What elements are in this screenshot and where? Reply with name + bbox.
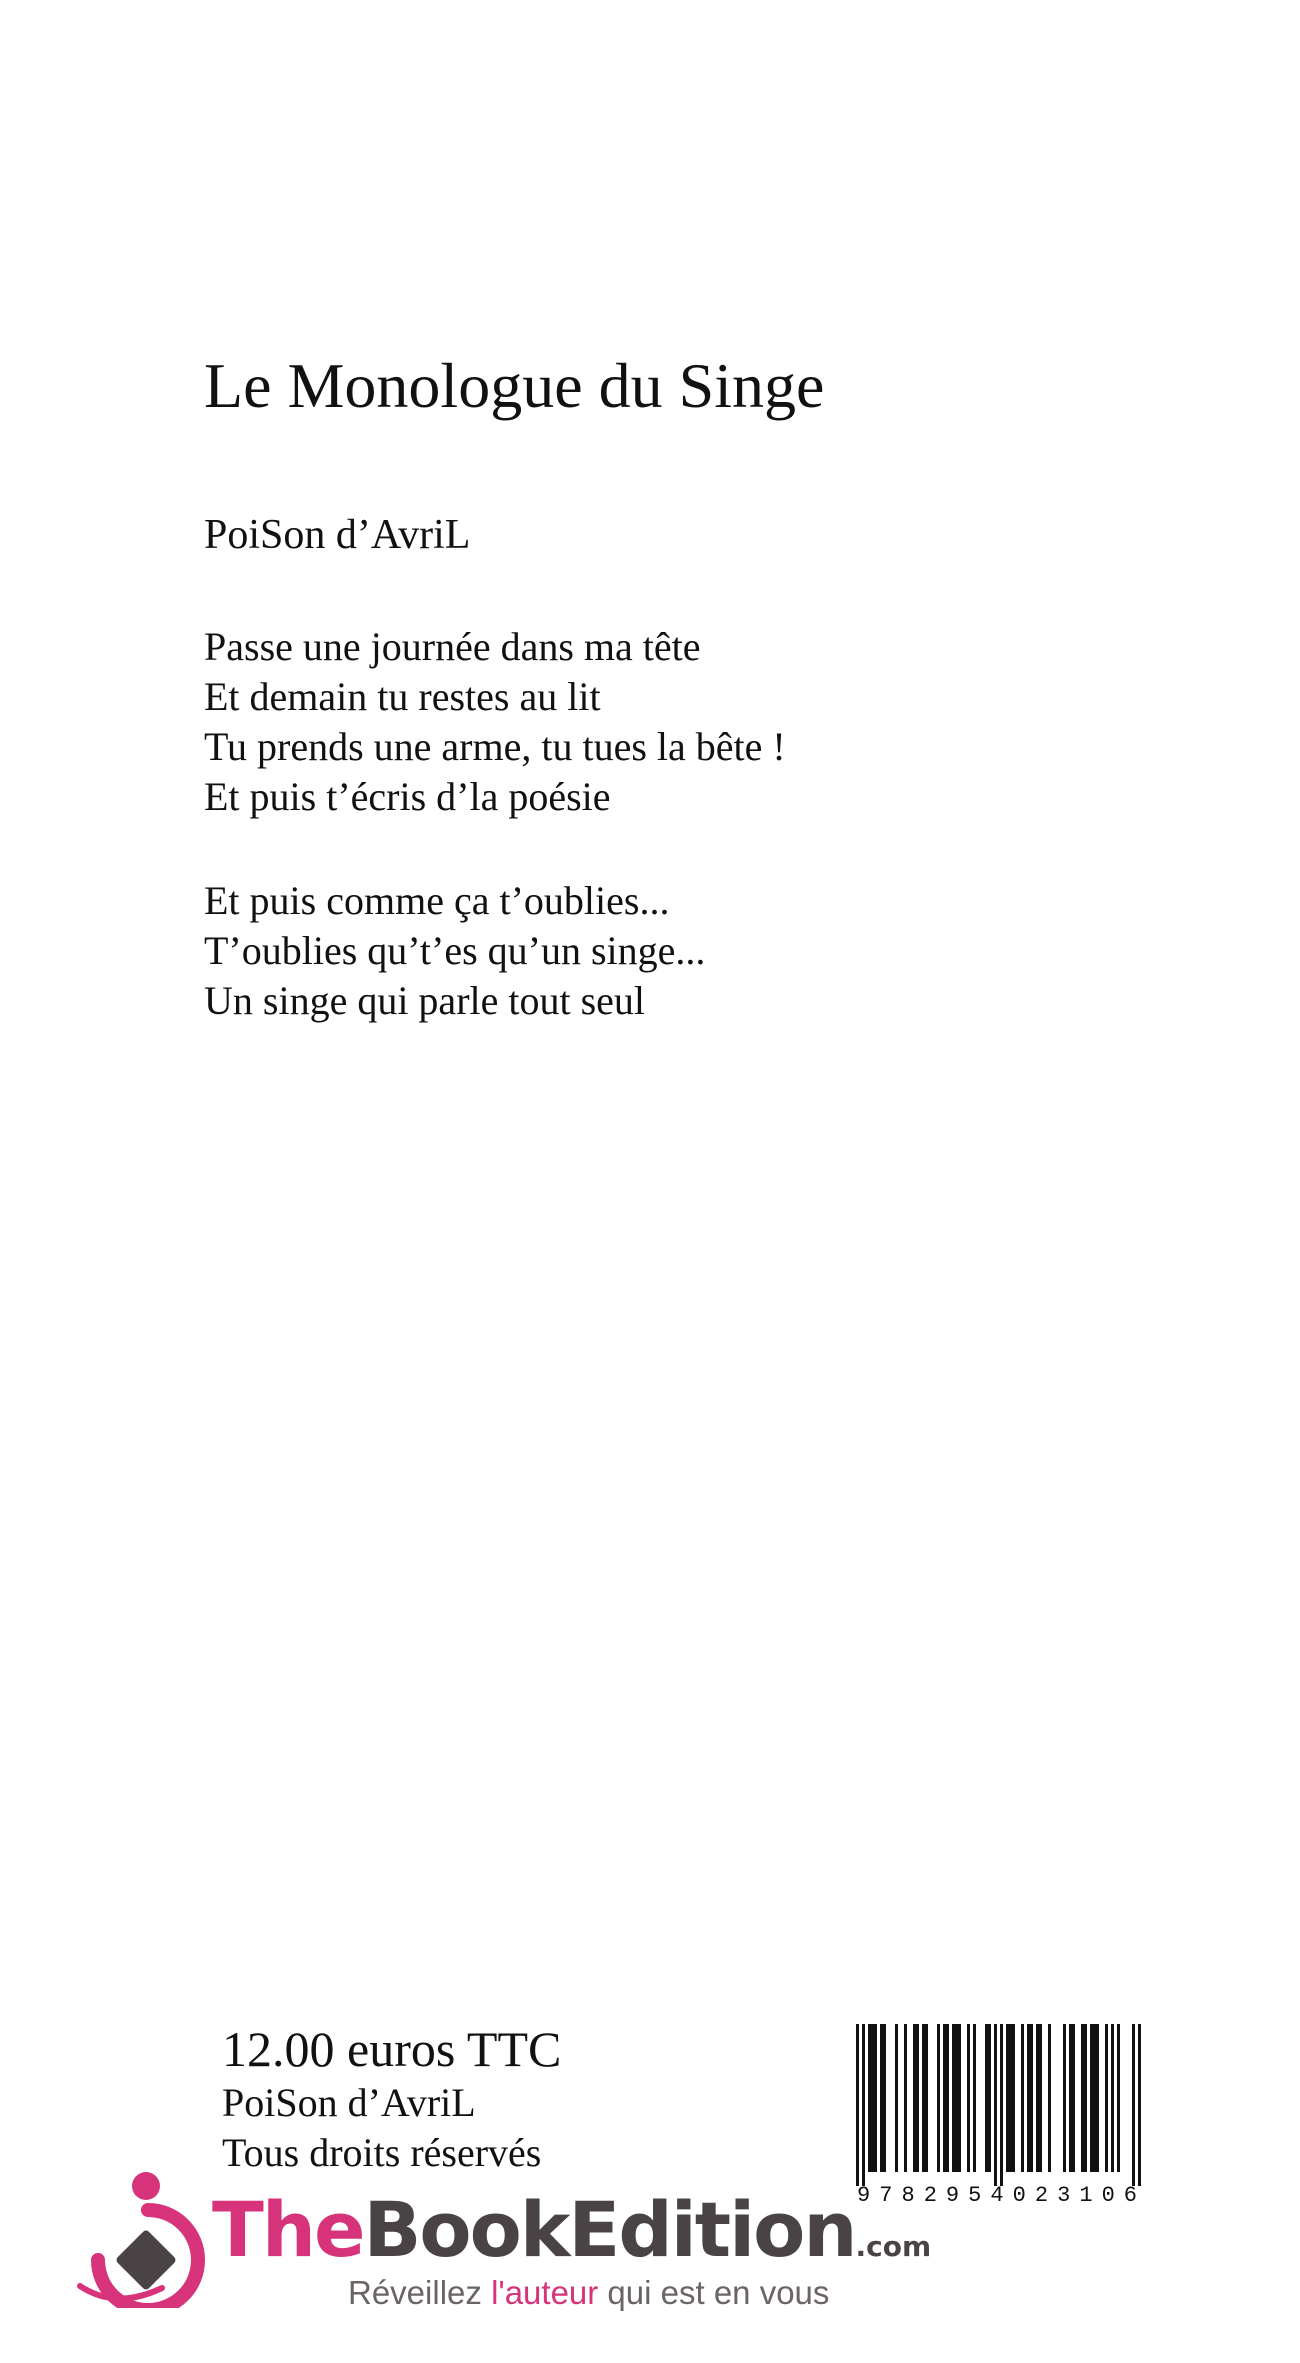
barcode-bar: [1027, 2024, 1030, 2172]
barcode-bar: [1084, 2024, 1087, 2172]
barcode-bar: [1009, 2024, 1012, 2172]
barcode-bar: [895, 2024, 898, 2172]
barcode-bar: [868, 2024, 871, 2172]
barcode-bar: [943, 2024, 946, 2172]
barcode-bar: [862, 2024, 865, 2186]
poem-line: Et puis t’écris d’la poésie: [204, 774, 611, 819]
barcode-bar: [1111, 2024, 1114, 2172]
barcode-bar: [922, 2024, 925, 2172]
barcode-bar: [955, 2024, 958, 2172]
barcode-bar: [856, 2024, 859, 2186]
book-author: PoiSon d’AvriL: [204, 512, 471, 558]
poem-line: Et demain tu restes au lit: [204, 674, 601, 719]
poem-line: Passe une journée dans ma tête: [204, 624, 701, 669]
wordmark-prefix: The: [212, 2185, 364, 2274]
barcode-bar: [1081, 2024, 1084, 2172]
barcode-bar: [871, 2024, 874, 2172]
barcode-bar: [985, 2024, 988, 2172]
barcode-bar: [1096, 2024, 1099, 2172]
barcode-bar: [952, 2024, 955, 2172]
barcode-bar: [1000, 2024, 1003, 2186]
barcode-bar: [1036, 2024, 1039, 2172]
poem-line: Tu prends une arme, tu tues la bête !: [204, 724, 786, 769]
isbn-barcode: [852, 2024, 1142, 2204]
barcode-bar: [1090, 2024, 1093, 2172]
barcode-bar: [988, 2024, 991, 2172]
publisher-logo: [76, 2168, 932, 2318]
barcode-bar: [1063, 2024, 1066, 2172]
barcode-bar: [973, 2024, 976, 2172]
poem-line: T’oublies qu’t’es qu’un singe...: [204, 928, 706, 973]
barcode-bar: [880, 2024, 883, 2172]
colophon-author: PoiSon d’AvriL: [222, 2080, 476, 2125]
price-label: 12.00 euros TTC: [222, 2021, 562, 2077]
barcode-bar: [994, 2024, 997, 2186]
barcode-bar: [1012, 2024, 1015, 2172]
barcode-bar: [1093, 2024, 1096, 2172]
colophon: [222, 2020, 561, 2178]
barcode-bar: [874, 2024, 877, 2172]
publisher-tagline: [348, 2274, 829, 2312]
barcode-bar: [1072, 2024, 1075, 2172]
barcode-bar: [1021, 2024, 1024, 2172]
publisher-logo-mark-icon: [76, 2168, 216, 2308]
tagline-end: qui est en vous: [598, 2274, 830, 2311]
wordmark-suffix: .com: [855, 2230, 932, 2263]
poem-stanza-1: [204, 622, 786, 822]
barcode-bar: [904, 2024, 907, 2172]
barcode-bar: [946, 2024, 949, 2172]
barcode-bar: [1105, 2024, 1108, 2172]
barcode-bar: [1117, 2024, 1120, 2172]
barcode-bar: [916, 2024, 919, 2172]
barcode-bar: [958, 2024, 961, 2172]
barcode-digits: 9782954023106: [857, 2183, 1137, 2204]
barcode-bar: [1069, 2024, 1072, 2172]
poem-line: Un singe qui parle tout seul: [204, 978, 646, 1023]
barcode-bar: [1138, 2024, 1141, 2186]
barcode-bar: [1132, 2024, 1135, 2186]
barcode-bar: [1006, 2024, 1009, 2172]
rights-notice: Tous droits réservés: [222, 2130, 542, 2175]
barcode-bar: [1039, 2024, 1042, 2172]
barcode-bar: [1048, 2024, 1051, 2172]
barcode-bar: [913, 2024, 916, 2172]
barcode-bar: [1030, 2024, 1033, 2172]
barcode-bar: [925, 2024, 928, 2172]
barcode-bar: [883, 2024, 886, 2172]
book-title: Le Monologue du Singe: [204, 350, 825, 421]
wordmark-main: BookEdition: [363, 2185, 856, 2274]
tagline-start: Réveillez: [348, 2274, 492, 2311]
barcode-bar: [937, 2024, 940, 2172]
barcode-bar: [967, 2024, 970, 2172]
tagline-accent: l'auteur: [491, 2274, 599, 2311]
poem-stanza-2: [204, 876, 705, 1026]
poem-line: Et puis comme ça t’oublies...: [204, 878, 670, 923]
